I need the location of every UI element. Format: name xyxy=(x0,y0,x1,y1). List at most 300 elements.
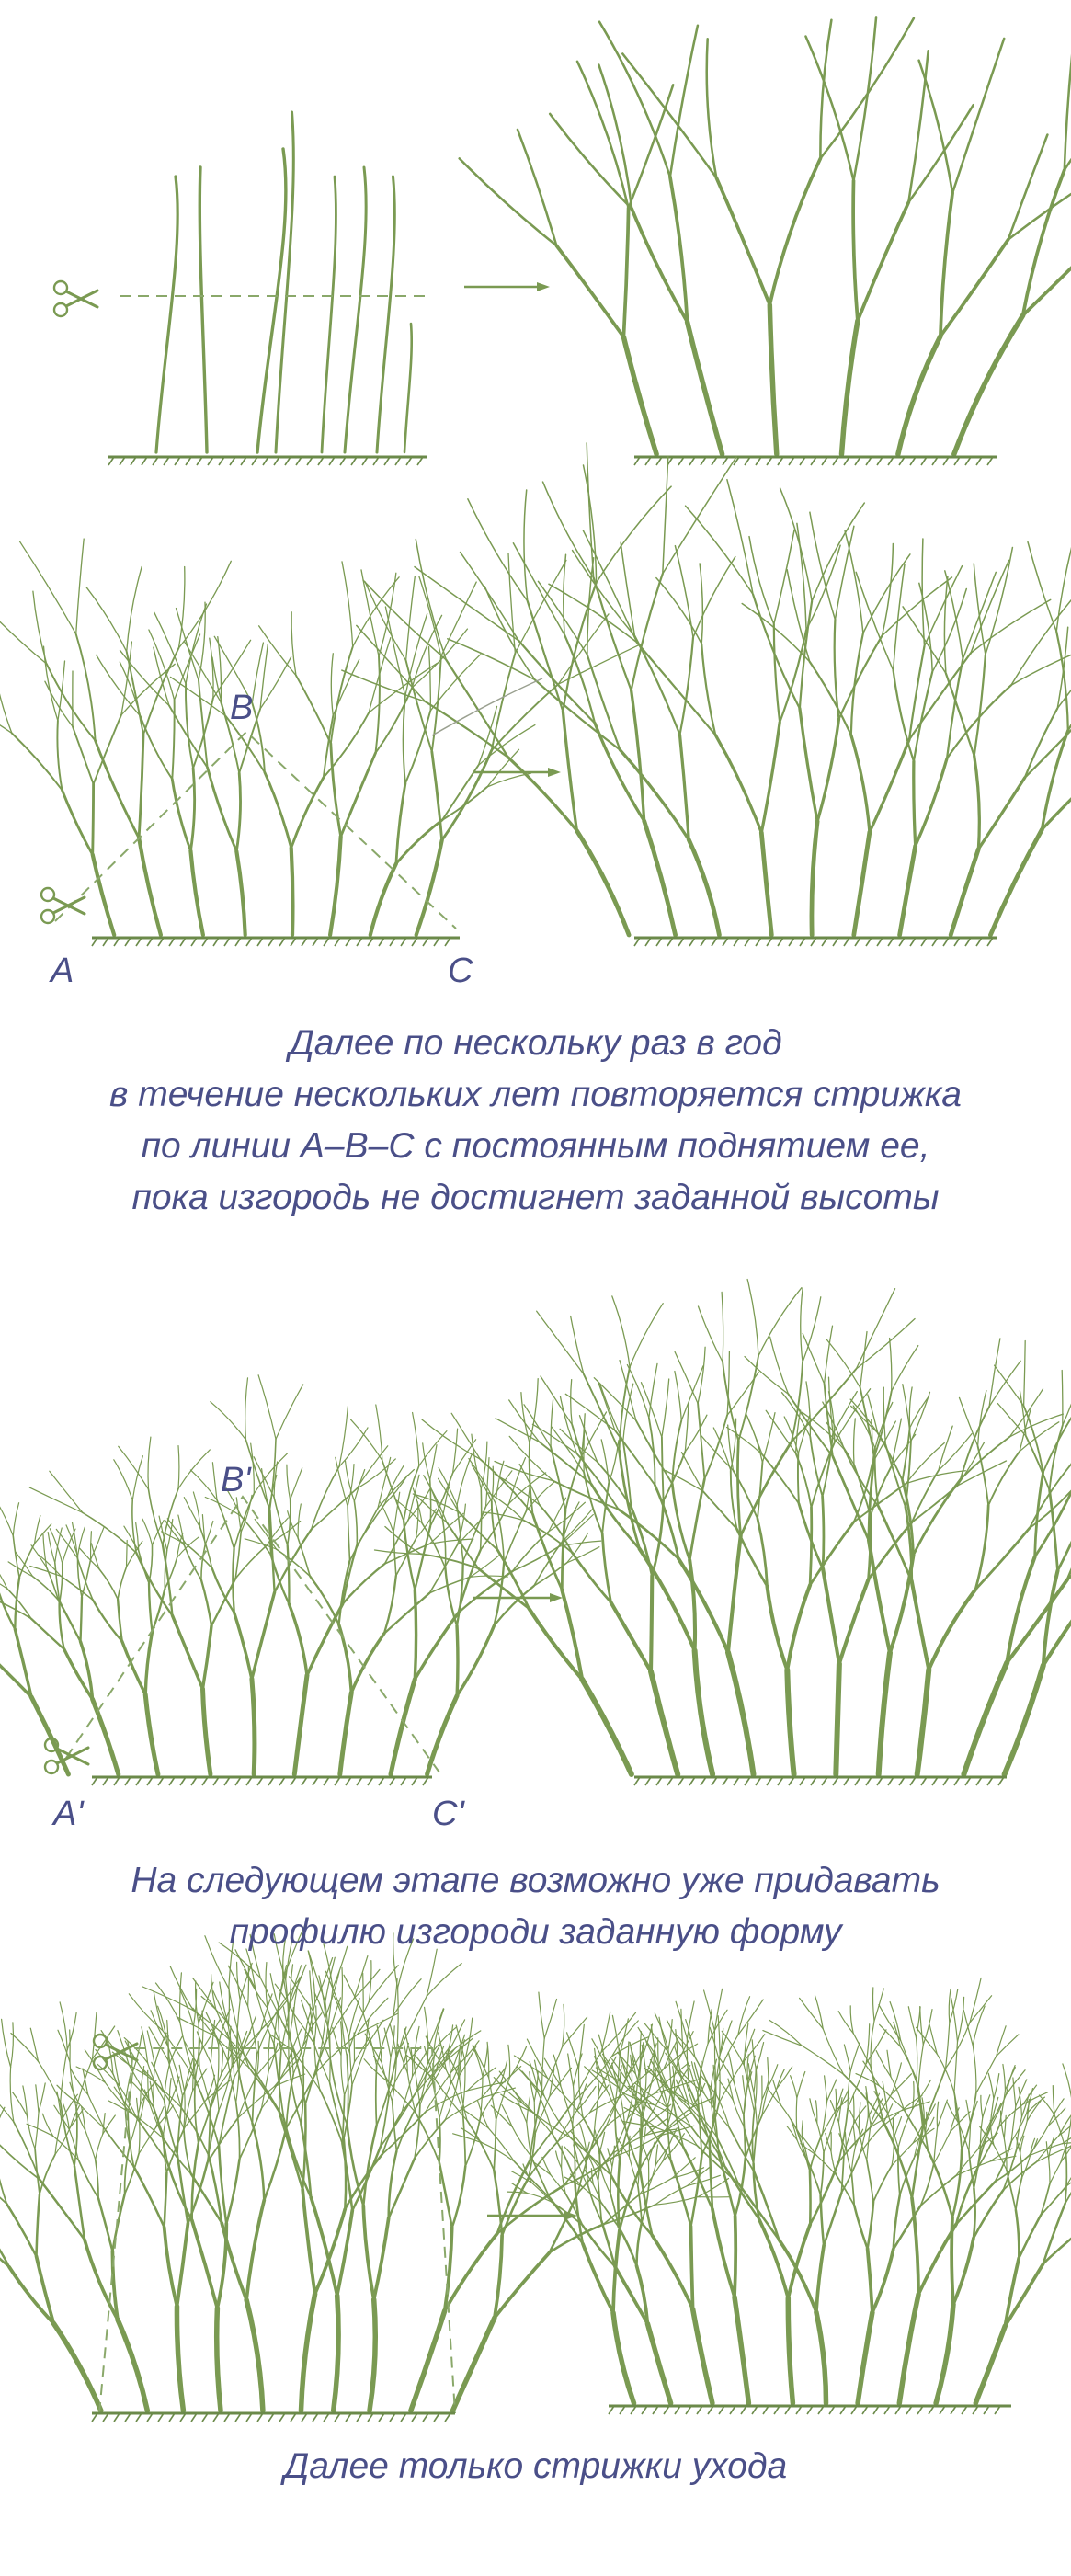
branch xyxy=(1004,2115,1006,2138)
branch xyxy=(320,2090,343,2144)
branch xyxy=(351,1634,384,1693)
branch xyxy=(62,2094,78,2121)
branch xyxy=(946,2023,950,2069)
branch xyxy=(973,2046,976,2093)
branch xyxy=(690,2126,725,2168)
arrow-right-icon xyxy=(464,282,550,291)
stage-4 xyxy=(0,1925,1071,2422)
branch xyxy=(457,1625,458,1695)
branch xyxy=(670,177,688,322)
branch xyxy=(854,1419,856,1465)
branch xyxy=(810,1508,812,1586)
branch xyxy=(178,1446,179,1489)
branch xyxy=(237,1962,241,2000)
branch xyxy=(245,1378,248,1440)
branch xyxy=(738,2183,779,2240)
branch xyxy=(899,2295,918,2403)
branch xyxy=(867,2160,873,2202)
branch xyxy=(900,846,916,935)
branch xyxy=(583,530,636,642)
branch xyxy=(190,769,194,851)
shoot xyxy=(345,167,366,452)
branch xyxy=(265,772,291,848)
branch xyxy=(568,2054,574,2086)
branch xyxy=(47,664,96,740)
branch xyxy=(88,2094,104,2127)
branch xyxy=(922,539,924,646)
branch xyxy=(974,2189,975,2239)
branch xyxy=(747,2055,748,2081)
branch xyxy=(542,2038,545,2093)
branch xyxy=(958,1997,964,2041)
branch xyxy=(1026,1436,1050,1490)
branch xyxy=(291,1468,302,1499)
branch xyxy=(974,756,980,849)
branch xyxy=(341,2022,342,2056)
branch xyxy=(472,1434,481,1489)
branch xyxy=(741,1442,792,1535)
branch xyxy=(701,1436,734,1471)
branch xyxy=(761,833,771,935)
branch xyxy=(737,1441,740,1535)
caption-line: профилю изгороди заданную форму xyxy=(229,1912,842,1952)
branch xyxy=(495,2236,502,2318)
branch xyxy=(220,1982,228,2023)
branch xyxy=(142,1519,153,1545)
branch xyxy=(853,181,858,321)
stage-1-before-plant xyxy=(156,112,412,452)
branch xyxy=(483,2046,488,2077)
branch xyxy=(396,820,442,864)
branch xyxy=(495,2252,550,2318)
branch xyxy=(704,1415,727,1478)
branch xyxy=(457,1625,494,1695)
branch xyxy=(551,1400,553,1447)
branch xyxy=(1049,2159,1050,2183)
caption-line: На следующем этапе возможно уже придавать xyxy=(131,1861,940,1900)
point-c-prime-label: C' xyxy=(432,1795,464,1833)
branch xyxy=(929,1590,975,1670)
branch xyxy=(651,1576,652,1671)
branch xyxy=(974,655,986,756)
stage-4-cut-outline xyxy=(99,2048,455,2413)
branch xyxy=(253,2124,265,2201)
branch xyxy=(816,2312,826,2403)
branch xyxy=(630,1304,663,1367)
branch xyxy=(742,604,810,662)
branch xyxy=(826,2134,831,2152)
branch xyxy=(1063,2064,1071,2104)
branch xyxy=(212,1568,234,1613)
branch xyxy=(291,612,296,676)
branch xyxy=(715,735,761,832)
branch xyxy=(93,1699,119,1774)
branch xyxy=(627,1365,649,1419)
branch xyxy=(854,2206,867,2249)
branch xyxy=(416,1509,437,1538)
branch xyxy=(598,65,632,210)
branch xyxy=(858,2312,872,2403)
branch xyxy=(823,1568,839,1663)
branch xyxy=(680,735,689,839)
branch xyxy=(963,1663,1007,1775)
branch xyxy=(11,2023,14,2068)
branch xyxy=(422,1419,480,1459)
branch xyxy=(595,2048,599,2091)
branch xyxy=(254,1457,274,1498)
branch xyxy=(960,1397,978,1446)
branch xyxy=(334,2296,338,2411)
branch xyxy=(415,1590,416,1679)
branch xyxy=(363,1973,364,2013)
branch xyxy=(579,2024,585,2069)
branch xyxy=(797,2072,805,2098)
point-a-label: A xyxy=(51,952,74,990)
branch xyxy=(0,1643,31,1697)
branch xyxy=(376,688,413,753)
branch xyxy=(148,1437,151,1489)
branch xyxy=(949,1989,951,2023)
branch xyxy=(619,2227,637,2266)
branch xyxy=(810,662,851,735)
branch xyxy=(866,2093,871,2125)
branch xyxy=(908,2007,916,2037)
branch xyxy=(974,2149,980,2189)
branch xyxy=(393,1533,396,1576)
branch xyxy=(868,2202,874,2249)
branch xyxy=(670,26,698,177)
branch xyxy=(0,598,47,664)
stage-2-ground-right xyxy=(634,938,997,946)
branch xyxy=(194,1989,197,2025)
branch xyxy=(817,2123,824,2153)
branch xyxy=(851,633,863,735)
branch xyxy=(672,1484,689,1560)
branch xyxy=(457,1561,463,1625)
branch xyxy=(892,1346,918,1392)
branch xyxy=(601,1440,609,1483)
branch xyxy=(847,2150,852,2172)
branch xyxy=(658,2067,667,2106)
branch xyxy=(680,638,694,735)
branch xyxy=(507,2192,527,2193)
branch xyxy=(235,1545,267,1579)
branch xyxy=(487,773,531,787)
branch xyxy=(494,2171,502,2236)
branch xyxy=(236,2103,240,2160)
shoot xyxy=(257,149,286,452)
branch xyxy=(291,848,293,935)
branch xyxy=(296,676,331,744)
branch xyxy=(787,1670,793,1774)
branch xyxy=(86,587,127,652)
branch xyxy=(139,735,143,838)
branch xyxy=(524,490,528,601)
branch xyxy=(610,2167,612,2194)
stage-1-ground-left xyxy=(108,457,427,465)
branch xyxy=(774,530,794,624)
branch xyxy=(27,2115,35,2149)
branch xyxy=(597,486,672,583)
branch xyxy=(716,177,769,304)
branch xyxy=(369,1966,398,2002)
branch xyxy=(530,1379,538,1443)
branch xyxy=(236,851,245,935)
branch xyxy=(856,1289,894,1369)
branch xyxy=(222,2048,223,2075)
branch xyxy=(361,570,379,656)
branch xyxy=(264,2128,286,2200)
branch xyxy=(0,2107,5,2127)
branch xyxy=(913,2082,915,2110)
branch xyxy=(442,1518,445,1567)
branch xyxy=(574,2054,583,2086)
branch xyxy=(93,784,94,855)
branch xyxy=(806,37,854,181)
branch xyxy=(543,482,594,577)
branch xyxy=(743,2076,746,2097)
branch xyxy=(20,541,76,634)
point-c-label: C xyxy=(448,952,473,990)
branch xyxy=(290,1977,313,2012)
branch xyxy=(556,2151,562,2168)
branch xyxy=(859,2103,860,2130)
branch xyxy=(1007,2170,1016,2210)
branch xyxy=(873,2166,892,2202)
branch xyxy=(542,2046,563,2093)
caption-line: в течение нескольких лет повторяется стрижка xyxy=(109,1075,962,1114)
branch xyxy=(923,2069,946,2127)
branch xyxy=(0,1504,13,1536)
branch xyxy=(651,2025,655,2056)
branch xyxy=(357,1446,388,1489)
branch xyxy=(156,1983,180,2022)
stage-3-ground-left xyxy=(92,1777,432,1785)
branch xyxy=(173,1615,203,1689)
branch xyxy=(893,2118,894,2138)
branch xyxy=(695,1650,713,1774)
branch xyxy=(962,2093,976,2150)
branch xyxy=(404,1521,415,1590)
branch xyxy=(1065,20,1071,170)
arrow-head xyxy=(537,282,550,291)
branch xyxy=(251,1443,255,1494)
branch xyxy=(488,2128,514,2162)
branch xyxy=(620,2019,628,2055)
branch xyxy=(918,2045,923,2088)
branch xyxy=(761,723,780,833)
branch xyxy=(620,1451,640,1549)
branch xyxy=(722,1292,723,1362)
branch xyxy=(728,1652,754,1774)
branch xyxy=(788,2298,792,2403)
branch xyxy=(331,2060,348,2125)
branch xyxy=(246,2300,263,2411)
branch xyxy=(416,1502,418,1539)
branch xyxy=(354,1501,357,1545)
branch xyxy=(990,829,1042,935)
stage-1-ground-right xyxy=(634,457,997,465)
branch xyxy=(114,1460,132,1500)
branch xyxy=(851,735,870,833)
branch xyxy=(611,1602,651,1671)
branch xyxy=(416,540,446,660)
branch xyxy=(180,1973,182,2023)
branch xyxy=(442,750,492,840)
branch xyxy=(396,783,405,863)
branch xyxy=(798,1453,799,1503)
branch xyxy=(91,1528,104,1560)
caption-line: по линии А–В–С с постоянным поднятием ее, xyxy=(141,1126,930,1166)
branch xyxy=(302,2294,315,2411)
branch xyxy=(688,2175,721,2185)
branch xyxy=(637,2222,643,2266)
branch xyxy=(1003,2065,1006,2091)
branch xyxy=(12,734,63,791)
branch xyxy=(909,646,925,740)
branch xyxy=(731,1471,737,1530)
branch xyxy=(98,2198,112,2251)
branch xyxy=(779,2240,816,2312)
branch xyxy=(31,1697,68,1774)
branch xyxy=(844,2045,850,2071)
branch xyxy=(192,2220,218,2308)
branch xyxy=(803,1297,821,1362)
branch xyxy=(347,2057,348,2125)
branch xyxy=(917,1670,929,1774)
stage-4-caption xyxy=(0,2441,1071,2492)
branch xyxy=(850,2043,860,2071)
branch xyxy=(307,1604,343,1676)
branch xyxy=(845,531,863,633)
branch xyxy=(639,2129,667,2171)
branch xyxy=(638,2186,642,2222)
branch xyxy=(827,2080,837,2101)
branch xyxy=(248,1966,249,2006)
branch xyxy=(946,674,974,757)
branch xyxy=(13,1503,18,1536)
arrow-right-icon xyxy=(473,768,561,777)
branch xyxy=(376,656,380,753)
branch xyxy=(190,850,203,935)
branch xyxy=(177,2224,188,2307)
branch xyxy=(780,488,813,601)
branch xyxy=(983,2095,990,2118)
branch xyxy=(797,2130,810,2171)
branch xyxy=(769,2020,802,2046)
branch xyxy=(452,2166,466,2228)
branch xyxy=(469,1459,496,1504)
branch xyxy=(825,2076,827,2101)
branch xyxy=(978,1391,986,1446)
branch xyxy=(467,2120,494,2170)
branch xyxy=(801,1288,803,1362)
stage-3-after-plant xyxy=(375,1280,1071,1775)
branch xyxy=(294,1675,307,1774)
branch xyxy=(823,2029,843,2075)
branch xyxy=(777,2069,784,2089)
branch xyxy=(816,2246,824,2313)
branch xyxy=(953,2239,974,2305)
branch xyxy=(85,2131,96,2160)
branch xyxy=(496,1461,504,1503)
branch xyxy=(691,2227,693,2309)
branch xyxy=(817,719,838,821)
branch xyxy=(344,1975,363,2013)
branch xyxy=(689,839,719,935)
branch xyxy=(165,2228,177,2307)
branch xyxy=(445,1567,457,1625)
branch xyxy=(177,2307,183,2411)
branch xyxy=(331,654,333,716)
branch xyxy=(839,1579,869,1664)
branch xyxy=(1040,2095,1055,2115)
branch xyxy=(60,1563,63,1603)
branch xyxy=(738,1997,750,2035)
branch xyxy=(354,1969,380,1998)
branch xyxy=(268,2035,270,2071)
branch xyxy=(826,1339,860,1387)
branch xyxy=(446,660,507,758)
branch xyxy=(340,1693,352,1774)
stage-4-before-plant xyxy=(0,1925,731,2411)
branch xyxy=(513,1532,549,1571)
branch xyxy=(612,2146,615,2167)
branch xyxy=(920,2007,924,2045)
branch xyxy=(203,1626,212,1690)
branch xyxy=(902,2102,929,2111)
branch xyxy=(288,1499,291,1545)
branch xyxy=(212,2029,228,2061)
branch xyxy=(988,2073,994,2099)
branch xyxy=(1008,174,1071,240)
branch xyxy=(951,2217,953,2304)
branch xyxy=(1023,188,1071,315)
branch xyxy=(480,1459,532,1514)
branch xyxy=(158,2006,168,2045)
branch xyxy=(93,2026,115,2059)
branch xyxy=(253,2055,257,2124)
branch xyxy=(649,1363,657,1418)
branch xyxy=(613,2313,634,2403)
branch xyxy=(252,1592,275,1679)
branch xyxy=(345,2062,355,2096)
branch xyxy=(938,2100,948,2127)
branch xyxy=(632,574,663,690)
branch xyxy=(312,1466,339,1529)
branch xyxy=(974,2190,1004,2239)
branch xyxy=(550,114,632,209)
point-b-label: B xyxy=(230,689,254,727)
branch xyxy=(254,1453,287,1494)
branch xyxy=(1043,2229,1071,2264)
branch xyxy=(544,2096,571,2138)
branch xyxy=(872,2250,894,2313)
branch xyxy=(797,2140,808,2163)
branch xyxy=(508,758,577,831)
branch xyxy=(122,1641,145,1694)
branch xyxy=(810,1437,822,1497)
stage-2-cut-line xyxy=(55,732,456,929)
branch xyxy=(714,2031,715,2082)
branch xyxy=(39,2083,45,2113)
branch xyxy=(374,2218,389,2299)
scissors-icon xyxy=(54,281,97,316)
branch xyxy=(411,2311,445,2411)
stage-2-after-plant xyxy=(342,443,1071,935)
branch xyxy=(863,554,910,633)
stage-2-before-plant xyxy=(0,539,642,935)
